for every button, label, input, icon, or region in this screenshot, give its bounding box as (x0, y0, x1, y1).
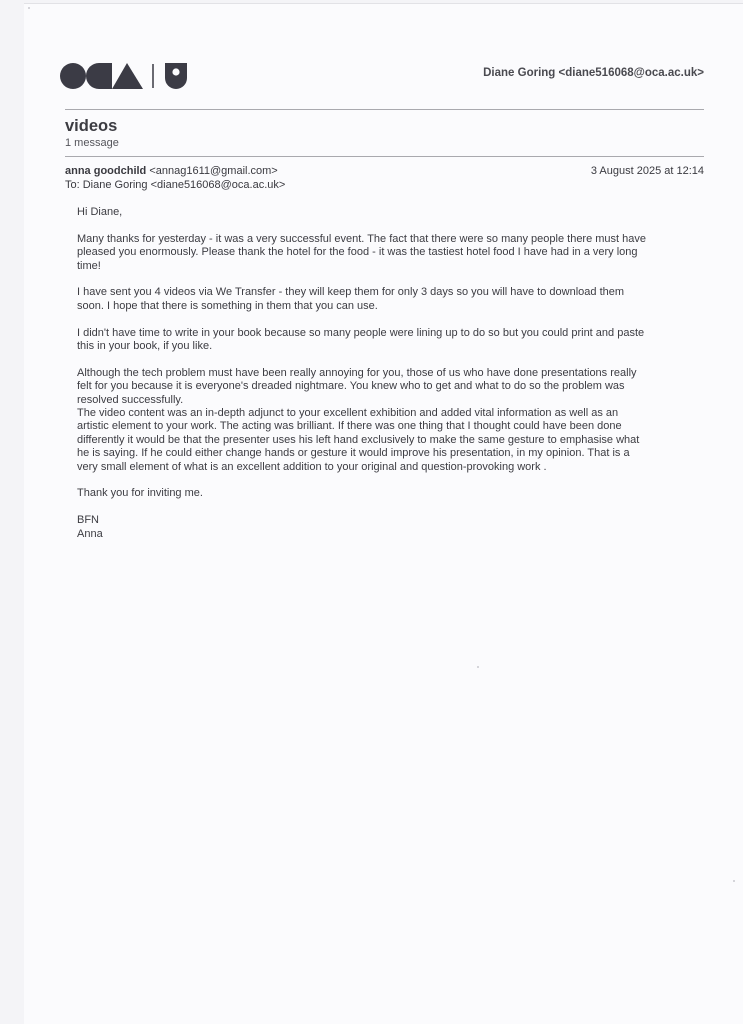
page-edge (24, 3, 743, 4)
body-line: artistic element to your work. The acting was brilliant. If there was one thing that I thought could have been done (77, 420, 622, 433)
signature-block (77, 514, 712, 541)
greeting: Hi Diane, (77, 206, 123, 218)
body-line: pleased you enormously. Please thank the hotel for the food - it was the tastiest hotel food I have had in a very long (77, 246, 638, 259)
body-line: felt for you because it is everyone's dreaded nightmare. You knew who to get and what to do so the problem was (77, 380, 625, 393)
sender-name: anna goodchild (65, 165, 147, 177)
sender (65, 165, 278, 177)
paragraph-thanks (77, 233, 712, 273)
signature: Anna (77, 527, 103, 540)
message-count: 1 message (65, 137, 119, 149)
body-line: this in your book, if you like. (77, 340, 213, 353)
signoff: BFN (77, 514, 99, 527)
body-line: very small element of what is an excellent addition to your original and question-provoking work . (77, 460, 547, 473)
body-line: resolved successfully. (77, 393, 184, 406)
body-line: I have sent you 4 videos via We Transfer - they will keep them for only 3 days so you will have to download them (77, 286, 625, 299)
scan-speck (733, 880, 735, 882)
body-line: time! (77, 259, 101, 272)
oca-logo (59, 62, 191, 90)
body-line: Many thanks for yesterday - it was a very successful event. The fact that there were so many people there must have (77, 232, 647, 245)
paragraph-tech-problem (77, 367, 712, 407)
message-body (77, 206, 712, 541)
body-line: soon. I hope that there is something in them that you can use. (77, 299, 378, 312)
paragraph-videos (77, 286, 712, 313)
body-line: The video content was an in-depth adjunct to your excellent exhibition and added vital information as well as an (77, 407, 619, 420)
header-divider (65, 109, 704, 110)
message-date: 3 August 2025 at 12:14 (590, 165, 704, 177)
scan-speck (477, 666, 479, 668)
thread-subject: videos (65, 117, 118, 135)
paragraph-book (77, 327, 712, 354)
body-line: differently it would be that the presenter uses his left hand exclusively to make the same gesture to emphasise what (77, 433, 640, 446)
scan-speck (28, 7, 30, 9)
thread-divider (65, 156, 704, 157)
body-line: Thank you for inviting me. (77, 487, 203, 500)
account-header: Diane Goring <diane516068@oca.ac.uk> (483, 67, 704, 79)
body-line: he is saying. If he could either change hands or gesture it would improve his presentation, in my opinion. That is a (77, 447, 630, 460)
body-line: Although the tech problem must have been really annoying for you, those of us who have done presentations really (77, 366, 637, 379)
oca-ou-logo-icon (59, 62, 191, 90)
body-line: I didn't have time to write in your book because so many people were lining up to do so but you could print and paste (77, 326, 645, 339)
sender-email: <annag1611@gmail.com> (149, 165, 278, 177)
paragraph-thank-you (77, 487, 712, 500)
recipient: To: Diane Goring <diane516068@oca.ac.uk> (65, 179, 286, 191)
paragraph-video-content (77, 407, 712, 474)
